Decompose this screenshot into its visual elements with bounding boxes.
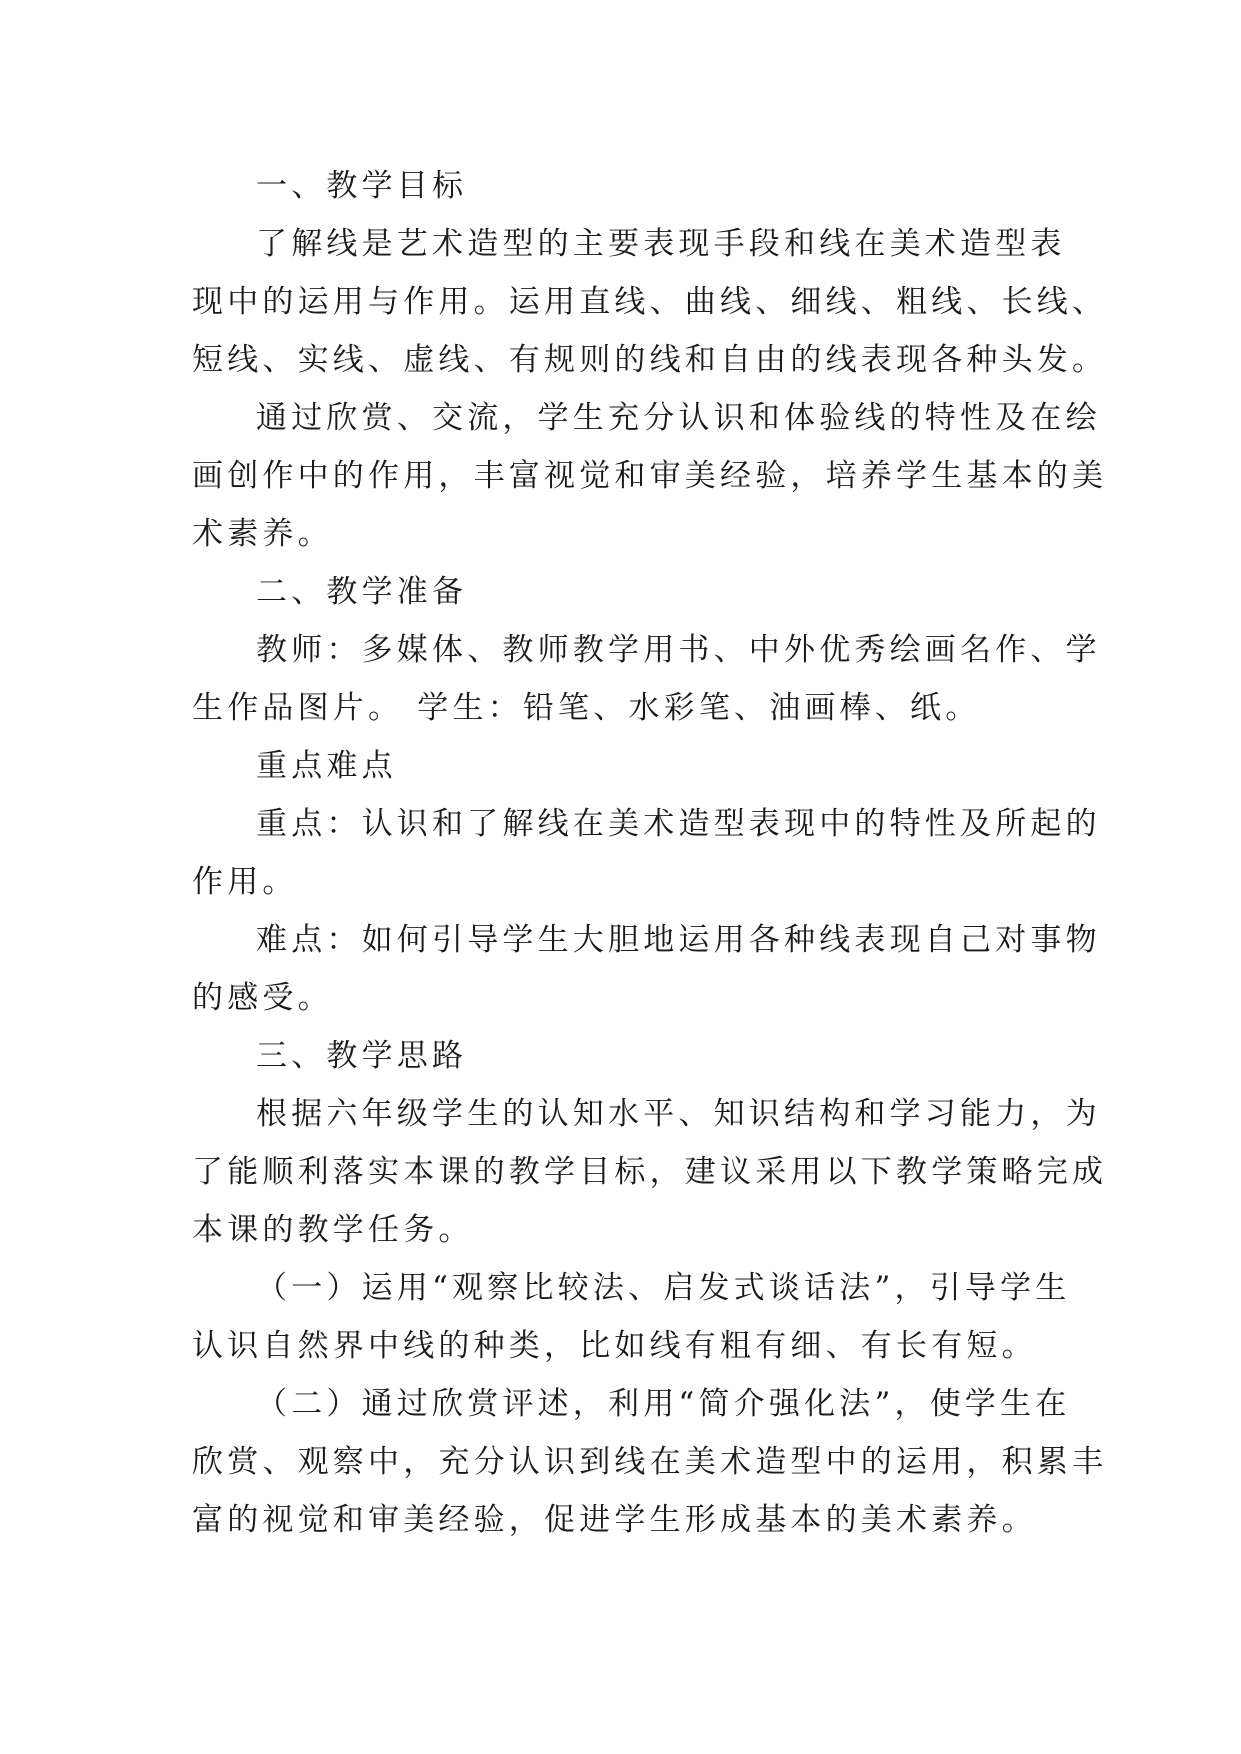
paragraph-line: 术素养。 bbox=[192, 516, 333, 552]
paragraph-line: （一）运用“观察比较法、启发式谈话法”，引导学生 bbox=[256, 1270, 1071, 1306]
section-heading-objectives: 一、教学目标 bbox=[256, 168, 468, 204]
paragraph-line: 现中的运用与作用。运用直线、曲线、细线、粗线、长线、 bbox=[192, 284, 1108, 320]
paragraph-line: 了能顺利落实本课的教学目标，建议采用以下教学策略完成 bbox=[192, 1154, 1108, 1190]
paragraph-line: 根据六年级学生的认知水平、知识结构和学习能力，为 bbox=[256, 1096, 1101, 1132]
paragraph-line: 欣赏、观察中，充分认识到线在美术造型中的运用，积累丰 bbox=[192, 1444, 1108, 1480]
section-heading-preparation: 二、教学准备 bbox=[256, 574, 468, 610]
paragraph-line: 认识自然界中线的种类，比如线有粗有细、有长有短。 bbox=[192, 1328, 1037, 1364]
paragraph-line: （二）通过欣赏评述，利用“简介强化法”，使学生在 bbox=[256, 1386, 1071, 1422]
paragraph-line: 作用。 bbox=[192, 864, 298, 900]
paragraph-line: 重点：认识和了解线在美术造型表现中的特性及所起的 bbox=[256, 806, 1101, 842]
section-heading-approach: 三、教学思路 bbox=[256, 1038, 468, 1074]
paragraph-line: 了解线是艺术造型的主要表现手段和线在美术造型表 bbox=[256, 226, 1066, 262]
paragraph-line: 短线、实线、虚线、有规则的线和自由的线表现各种头发。 bbox=[192, 342, 1108, 378]
paragraph-line: 难点：如何引导学生大胆地运用各种线表现自己对事物 bbox=[256, 922, 1101, 958]
paragraph-line: 生作品图片。 学生：铅笔、水彩笔、油画棒、纸。 bbox=[192, 690, 981, 726]
paragraph-line: 富的视觉和审美经验，促进学生形成基本的美术素养。 bbox=[192, 1502, 1037, 1538]
paragraph-line: 通过欣赏、交流，学生充分认识和体验线的特性及在绘 bbox=[256, 400, 1101, 436]
paragraph-line: 教师：多媒体、教师教学用书、中外优秀绘画名作、学 bbox=[256, 632, 1101, 668]
section-heading-key-points: 重点难点 bbox=[256, 748, 397, 784]
paragraph-line: 的感受。 bbox=[192, 980, 333, 1016]
paragraph-line: 画创作中的作用，丰富视觉和审美经验，培养学生基本的美 bbox=[192, 458, 1108, 494]
paragraph-line: 本课的教学任务。 bbox=[192, 1212, 474, 1248]
